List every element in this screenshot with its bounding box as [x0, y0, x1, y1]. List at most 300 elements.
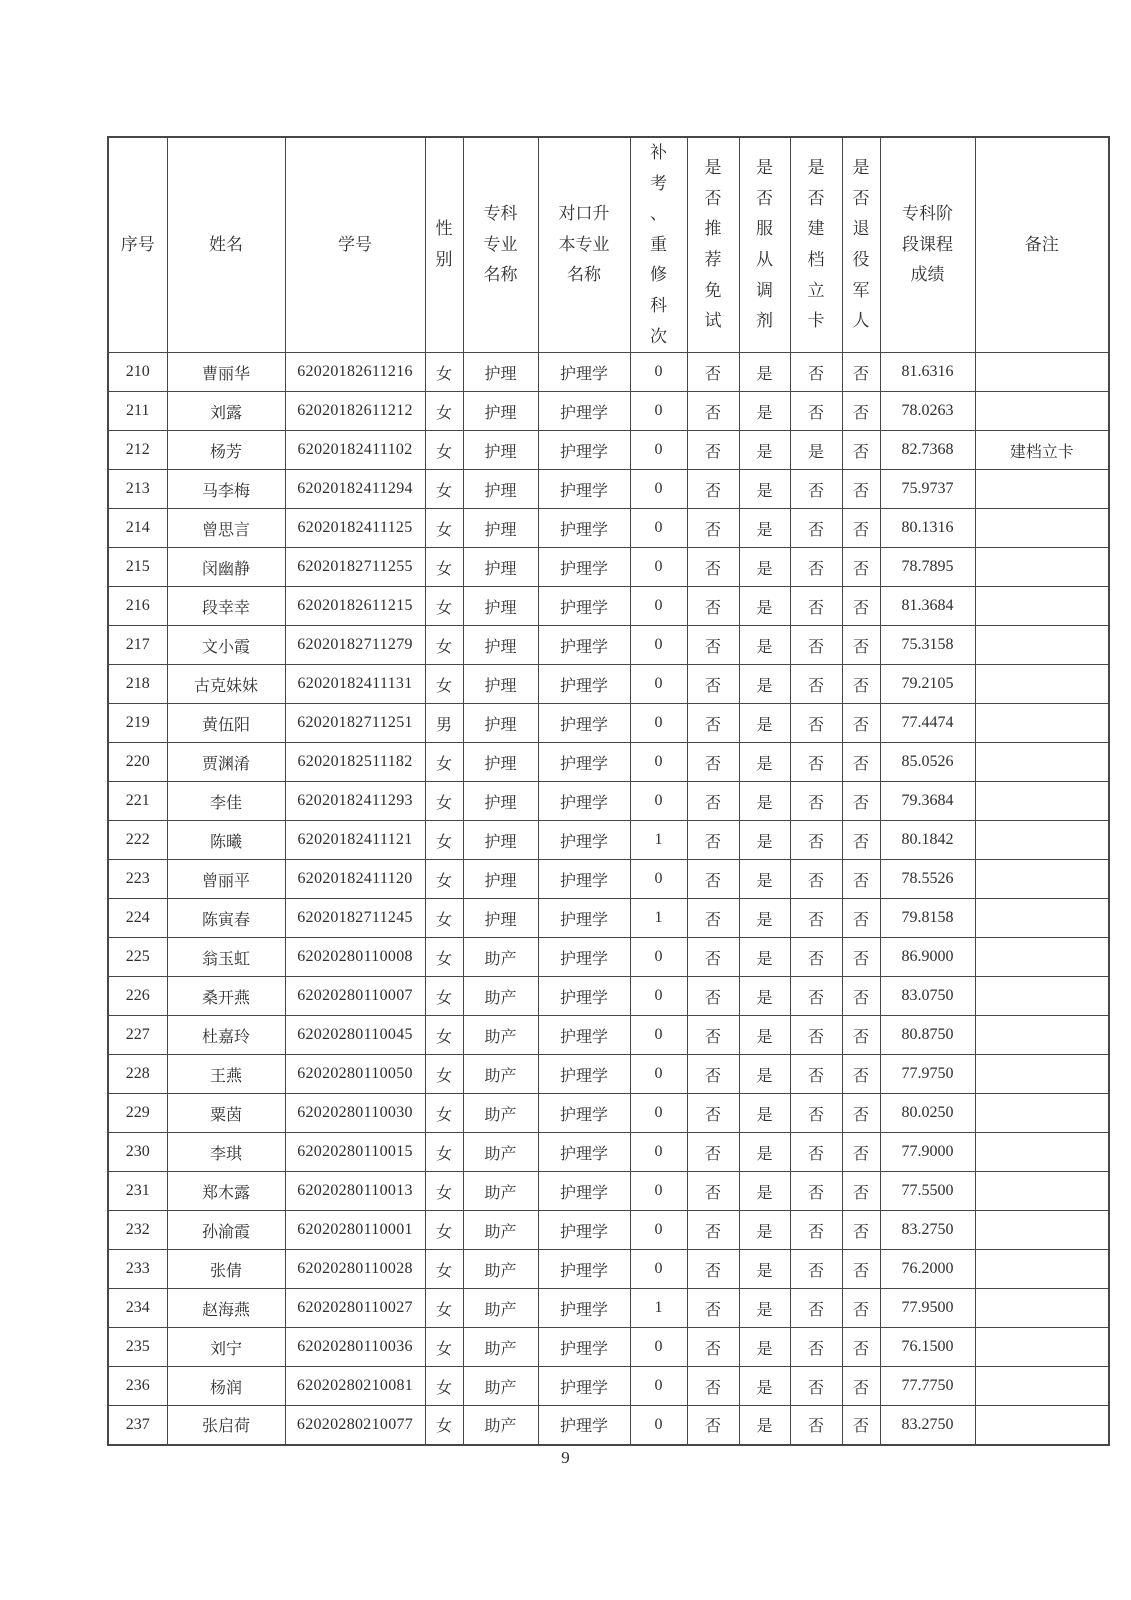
cell-obey_adjustment: 是: [739, 1406, 790, 1445]
cell-student_id: 62020182411102: [285, 431, 425, 470]
cell-gender: 女: [425, 899, 463, 938]
cell-zhuanke_major: 助产: [463, 1328, 538, 1367]
cell-seq: 225: [108, 938, 167, 977]
cell-seq: 213: [108, 470, 167, 509]
cell-student_id: 62020182711245: [285, 899, 425, 938]
col-header-benke-major-label: 对口升本专业名称: [558, 204, 610, 285]
cell-obey_adjustment: 是: [739, 1289, 790, 1328]
cell-score: 81.6316: [880, 353, 975, 392]
cell-benke_major: 护理学: [538, 626, 630, 665]
cell-recommend_exempt: 否: [687, 1406, 739, 1445]
cell-zhuanke_major: 助产: [463, 1055, 538, 1094]
cell-poverty_registered: 否: [790, 665, 842, 704]
cell-makeup_count: 0: [630, 431, 687, 470]
cell-remark: [975, 548, 1109, 587]
table-row: [108, 548, 1109, 587]
cell-remark: [975, 1094, 1109, 1133]
page-number: 9: [561, 1448, 570, 1467]
table-row: [108, 1289, 1109, 1328]
cell-poverty_registered: 否: [790, 743, 842, 782]
cell-zhuanke_major: 护理: [463, 353, 538, 392]
cell-name: 郑木露: [167, 1172, 285, 1211]
cell-zhuanke_major: 护理: [463, 665, 538, 704]
cell-score: 76.1500: [880, 1328, 975, 1367]
cell-makeup_count: 0: [630, 938, 687, 977]
cell-poverty_registered: 否: [790, 1055, 842, 1094]
cell-remark: [975, 1133, 1109, 1172]
cell-score: 83.0750: [880, 977, 975, 1016]
cell-seq: 232: [108, 1211, 167, 1250]
cell-gender: 女: [425, 665, 463, 704]
cell-gender: 女: [425, 743, 463, 782]
cell-name: 马李梅: [167, 470, 285, 509]
table-row: [108, 626, 1109, 665]
col-header-gender: [425, 137, 463, 353]
cell-makeup_count: 0: [630, 1133, 687, 1172]
header-row: [108, 137, 1109, 353]
cell-name: 曹丽华: [167, 353, 285, 392]
cell-gender: 女: [425, 1172, 463, 1211]
cell-poverty_registered: 否: [790, 626, 842, 665]
cell-student_id: 62020280210081: [285, 1367, 425, 1406]
cell-obey_adjustment: 是: [739, 353, 790, 392]
cell-student_id: 62020280110030: [285, 1094, 425, 1133]
cell-gender: 女: [425, 1289, 463, 1328]
cell-student_id: 62020280110045: [285, 1016, 425, 1055]
cell-student_id: 62020280110015: [285, 1133, 425, 1172]
cell-seq: 236: [108, 1367, 167, 1406]
table-row: [108, 704, 1109, 743]
cell-benke_major: 护理学: [538, 353, 630, 392]
cell-veteran: 否: [842, 1250, 880, 1289]
table-row: [108, 665, 1109, 704]
cell-zhuanke_major: 护理: [463, 782, 538, 821]
cell-gender: 女: [425, 392, 463, 431]
cell-makeup_count: 0: [630, 626, 687, 665]
cell-recommend_exempt: 否: [687, 1367, 739, 1406]
table-row: [108, 860, 1109, 899]
cell-remark: [975, 392, 1109, 431]
cell-veteran: 否: [842, 1406, 880, 1445]
cell-name: 张倩: [167, 1250, 285, 1289]
cell-recommend_exempt: 否: [687, 743, 739, 782]
cell-recommend_exempt: 否: [687, 1016, 739, 1055]
cell-seq: 211: [108, 392, 167, 431]
cell-zhuanke_major: 助产: [463, 1211, 538, 1250]
cell-recommend_exempt: 否: [687, 977, 739, 1016]
cell-makeup_count: 0: [630, 1406, 687, 1445]
cell-benke_major: 护理学: [538, 392, 630, 431]
cell-gender: 女: [425, 431, 463, 470]
cell-gender: 女: [425, 860, 463, 899]
cell-benke_major: 护理学: [538, 1094, 630, 1133]
cell-makeup_count: 0: [630, 1367, 687, 1406]
cell-makeup_count: 1: [630, 899, 687, 938]
cell-benke_major: 护理学: [538, 821, 630, 860]
cell-name: 陈寅春: [167, 899, 285, 938]
cell-score: 77.9750: [880, 1055, 975, 1094]
cell-score: 79.3684: [880, 782, 975, 821]
cell-zhuanke_major: 助产: [463, 977, 538, 1016]
cell-makeup_count: 0: [630, 977, 687, 1016]
cell-seq: 224: [108, 899, 167, 938]
col-header-seq: [108, 137, 167, 353]
cell-remark: [975, 1211, 1109, 1250]
cell-remark: [975, 509, 1109, 548]
cell-veteran: 否: [842, 548, 880, 587]
cell-gender: 女: [425, 1133, 463, 1172]
cell-remark: [975, 704, 1109, 743]
cell-score: 78.5526: [880, 860, 975, 899]
cell-obey_adjustment: 是: [739, 509, 790, 548]
cell-gender: 女: [425, 1328, 463, 1367]
cell-veteran: 否: [842, 704, 880, 743]
table-row: [108, 353, 1109, 392]
cell-remark: [975, 977, 1109, 1016]
cell-name: 粟茵: [167, 1094, 285, 1133]
cell-obey_adjustment: 是: [739, 743, 790, 782]
table-row: [108, 743, 1109, 782]
cell-score: 80.0250: [880, 1094, 975, 1133]
cell-seq: 223: [108, 860, 167, 899]
cell-zhuanke_major: 护理: [463, 392, 538, 431]
cell-score: 77.5500: [880, 1172, 975, 1211]
cell-poverty_registered: 否: [790, 899, 842, 938]
cell-recommend_exempt: 否: [687, 704, 739, 743]
table-row: [108, 1055, 1109, 1094]
cell-zhuanke_major: 护理: [463, 470, 538, 509]
cell-name: 孙渝霞: [167, 1211, 285, 1250]
cell-obey_adjustment: 是: [739, 470, 790, 509]
cell-student_id: 62020182411121: [285, 821, 425, 860]
table-row: [108, 1172, 1109, 1211]
cell-name: 闵幽静: [167, 548, 285, 587]
cell-student_id: 62020182711251: [285, 704, 425, 743]
col-header-recommend-exempt-label: 是否推荐免试: [704, 158, 722, 331]
cell-score: 77.9000: [880, 1133, 975, 1172]
cell-student_id: 62020280110013: [285, 1172, 425, 1211]
cell-veteran: 否: [842, 821, 880, 860]
cell-seq: 219: [108, 704, 167, 743]
cell-makeup_count: 0: [630, 1250, 687, 1289]
col-header-remark: [975, 137, 1109, 353]
cell-score: 80.8750: [880, 1016, 975, 1055]
col-header-name: [167, 137, 285, 353]
cell-zhuanke_major: 助产: [463, 1016, 538, 1055]
cell-remark: [975, 899, 1109, 938]
cell-remark: [975, 665, 1109, 704]
col-header-makeup-count: [630, 137, 687, 353]
table-row: [108, 1367, 1109, 1406]
cell-veteran: 否: [842, 977, 880, 1016]
cell-veteran: 否: [842, 587, 880, 626]
table-row: [108, 1406, 1109, 1445]
cell-seq: 220: [108, 743, 167, 782]
cell-zhuanke_major: 助产: [463, 1406, 538, 1445]
cell-gender: 女: [425, 1094, 463, 1133]
cell-veteran: 否: [842, 626, 880, 665]
cell-name: 赵海燕: [167, 1289, 285, 1328]
cell-score: 85.0526: [880, 743, 975, 782]
cell-veteran: 否: [842, 431, 880, 470]
cell-student_id: 62020182411125: [285, 509, 425, 548]
cell-score: 78.0263: [880, 392, 975, 431]
cell-veteran: 否: [842, 938, 880, 977]
table-row: [108, 1094, 1109, 1133]
cell-benke_major: 护理学: [538, 431, 630, 470]
cell-veteran: 否: [842, 1211, 880, 1250]
cell-score: 83.2750: [880, 1406, 975, 1445]
table-row: [108, 899, 1109, 938]
cell-name: 杨芳: [167, 431, 285, 470]
cell-veteran: 否: [842, 353, 880, 392]
cell-seq: 210: [108, 353, 167, 392]
cell-benke_major: 护理学: [538, 899, 630, 938]
col-header-obey-adjustment: [739, 137, 790, 353]
cell-gender: 女: [425, 548, 463, 587]
cell-poverty_registered: 否: [790, 1328, 842, 1367]
cell-gender: 女: [425, 938, 463, 977]
cell-student_id: 62020182611216: [285, 353, 425, 392]
cell-score: 79.8158: [880, 899, 975, 938]
col-header-makeup-count-label: 补考、重修科次: [650, 143, 667, 346]
cell-score: 75.9737: [880, 470, 975, 509]
cell-poverty_registered: 否: [790, 1094, 842, 1133]
cell-poverty_registered: 否: [790, 821, 842, 860]
cell-score: 80.1316: [880, 509, 975, 548]
cell-recommend_exempt: 否: [687, 1328, 739, 1367]
cell-remark: [975, 353, 1109, 392]
cell-name: 李佳: [167, 782, 285, 821]
cell-name: 曾思言: [167, 509, 285, 548]
cell-remark: [975, 743, 1109, 782]
col-header-name-label: 姓名: [209, 234, 243, 254]
cell-poverty_registered: 否: [790, 782, 842, 821]
cell-gender: 女: [425, 1055, 463, 1094]
cell-gender: 女: [425, 470, 463, 509]
cell-obey_adjustment: 是: [739, 1211, 790, 1250]
cell-obey_adjustment: 是: [739, 626, 790, 665]
cell-benke_major: 护理学: [538, 587, 630, 626]
cell-makeup_count: 0: [630, 587, 687, 626]
cell-name: 王燕: [167, 1055, 285, 1094]
cell-remark: [975, 1250, 1109, 1289]
cell-recommend_exempt: 否: [687, 1289, 739, 1328]
cell-gender: 女: [425, 1406, 463, 1445]
cell-makeup_count: 0: [630, 1328, 687, 1367]
cell-poverty_registered: 否: [790, 704, 842, 743]
cell-veteran: 否: [842, 1172, 880, 1211]
cell-remark: [975, 587, 1109, 626]
cell-poverty_registered: 否: [790, 392, 842, 431]
cell-gender: 女: [425, 509, 463, 548]
cell-zhuanke_major: 护理: [463, 587, 538, 626]
cell-zhuanke_major: 护理: [463, 431, 538, 470]
cell-poverty_registered: 否: [790, 977, 842, 1016]
cell-recommend_exempt: 否: [687, 782, 739, 821]
cell-poverty_registered: 否: [790, 938, 842, 977]
cell-makeup_count: 0: [630, 470, 687, 509]
cell-seq: 218: [108, 665, 167, 704]
cell-recommend_exempt: 否: [687, 1211, 739, 1250]
cell-obey_adjustment: 是: [739, 431, 790, 470]
cell-seq: 226: [108, 977, 167, 1016]
cell-obey_adjustment: 是: [739, 704, 790, 743]
cell-score: 77.7750: [880, 1367, 975, 1406]
cell-benke_major: 护理学: [538, 1406, 630, 1445]
cell-poverty_registered: 是: [790, 431, 842, 470]
cell-student_id: 62020182711255: [285, 548, 425, 587]
cell-obey_adjustment: 是: [739, 548, 790, 587]
cell-score: 86.9000: [880, 938, 975, 977]
cell-recommend_exempt: 否: [687, 509, 739, 548]
cell-benke_major: 护理学: [538, 470, 630, 509]
cell-makeup_count: 0: [630, 1094, 687, 1133]
cell-benke_major: 护理学: [538, 1016, 630, 1055]
cell-zhuanke_major: 护理: [463, 626, 538, 665]
cell-student_id: 62020280110008: [285, 938, 425, 977]
cell-veteran: 否: [842, 392, 880, 431]
cell-recommend_exempt: 否: [687, 353, 739, 392]
cell-recommend_exempt: 否: [687, 1055, 739, 1094]
cell-gender: 女: [425, 782, 463, 821]
cell-obey_adjustment: 是: [739, 1094, 790, 1133]
cell-name: 李琪: [167, 1133, 285, 1172]
cell-veteran: 否: [842, 860, 880, 899]
cell-name: 刘露: [167, 392, 285, 431]
cell-remark: [975, 782, 1109, 821]
cell-benke_major: 护理学: [538, 1172, 630, 1211]
cell-name: 贾渊淆: [167, 743, 285, 782]
cell-gender: 女: [425, 1211, 463, 1250]
cell-makeup_count: 0: [630, 509, 687, 548]
cell-veteran: 否: [842, 470, 880, 509]
cell-obey_adjustment: 是: [739, 1328, 790, 1367]
cell-seq: 233: [108, 1250, 167, 1289]
cell-makeup_count: 1: [630, 821, 687, 860]
cell-score: 77.4474: [880, 704, 975, 743]
cell-poverty_registered: 否: [790, 548, 842, 587]
cell-poverty_registered: 否: [790, 1250, 842, 1289]
table-row: [108, 1250, 1109, 1289]
cell-recommend_exempt: 否: [687, 1094, 739, 1133]
cell-score: 79.2105: [880, 665, 975, 704]
table-row: [108, 821, 1109, 860]
cell-obey_adjustment: 是: [739, 1367, 790, 1406]
cell-obey_adjustment: 是: [739, 821, 790, 860]
cell-obey_adjustment: 是: [739, 782, 790, 821]
col-header-remark-label: 备注: [1024, 234, 1059, 254]
cell-recommend_exempt: 否: [687, 587, 739, 626]
cell-veteran: 否: [842, 1133, 880, 1172]
cell-veteran: 否: [842, 1289, 880, 1328]
cell-score: 82.7368: [880, 431, 975, 470]
cell-makeup_count: 0: [630, 353, 687, 392]
cell-name: 文小霞: [167, 626, 285, 665]
cell-poverty_registered: 否: [790, 1211, 842, 1250]
cell-remark: [975, 860, 1109, 899]
cell-seq: 229: [108, 1094, 167, 1133]
cell-gender: 女: [425, 1016, 463, 1055]
cell-name: 杨润: [167, 1367, 285, 1406]
cell-veteran: 否: [842, 1055, 880, 1094]
cell-benke_major: 护理学: [538, 704, 630, 743]
cell-poverty_registered: 否: [790, 1406, 842, 1445]
cell-recommend_exempt: 否: [687, 392, 739, 431]
cell-recommend_exempt: 否: [687, 1133, 739, 1172]
cell-seq: 228: [108, 1055, 167, 1094]
cell-poverty_registered: 否: [790, 1133, 842, 1172]
cell-student_id: 62020280210077: [285, 1406, 425, 1445]
cell-poverty_registered: 否: [790, 1016, 842, 1055]
cell-zhuanke_major: 护理: [463, 548, 538, 587]
cell-score: 75.3158: [880, 626, 975, 665]
cell-poverty_registered: 否: [790, 860, 842, 899]
cell-makeup_count: 0: [630, 548, 687, 587]
cell-remark: [975, 938, 1109, 977]
table-row: [108, 392, 1109, 431]
cell-score: 76.2000: [880, 1250, 975, 1289]
cell-poverty_registered: 否: [790, 587, 842, 626]
cell-poverty_registered: 否: [790, 1367, 842, 1406]
cell-score: 80.1842: [880, 821, 975, 860]
cell-seq: 237: [108, 1406, 167, 1445]
cell-zhuanke_major: 助产: [463, 1133, 538, 1172]
cell-remark: [975, 1289, 1109, 1328]
col-header-benke-major: [538, 137, 630, 353]
col-header-veteran-label: 是否退役军人: [852, 158, 870, 331]
cell-benke_major: 护理学: [538, 1328, 630, 1367]
cell-gender: 女: [425, 977, 463, 1016]
col-header-score-label: 专科阶段课程成绩: [902, 204, 953, 285]
cell-recommend_exempt: 否: [687, 821, 739, 860]
cell-obey_adjustment: 是: [739, 665, 790, 704]
cell-student_id: 62020182411131: [285, 665, 425, 704]
cell-obey_adjustment: 是: [739, 392, 790, 431]
cell-zhuanke_major: 助产: [463, 938, 538, 977]
cell-obey_adjustment: 是: [739, 938, 790, 977]
table-row: [108, 1016, 1109, 1055]
table-row: [108, 1328, 1109, 1367]
cell-obey_adjustment: 是: [739, 1016, 790, 1055]
cell-zhuanke_major: 护理: [463, 743, 538, 782]
cell-benke_major: 护理学: [538, 548, 630, 587]
table-row: [108, 1211, 1109, 1250]
cell-remark: 建档立卡: [975, 431, 1109, 470]
cell-seq: 215: [108, 548, 167, 587]
cell-poverty_registered: 否: [790, 470, 842, 509]
table-body: [108, 353, 1109, 1445]
cell-seq: 227: [108, 1016, 167, 1055]
cell-student_id: 62020280110028: [285, 1250, 425, 1289]
cell-veteran: 否: [842, 782, 880, 821]
cell-remark: [975, 821, 1109, 860]
cell-gender: 女: [425, 626, 463, 665]
cell-benke_major: 护理学: [538, 1055, 630, 1094]
table-row: [108, 587, 1109, 626]
cell-recommend_exempt: 否: [687, 1250, 739, 1289]
col-header-student-id: [285, 137, 425, 353]
cell-student_id: 62020182611215: [285, 587, 425, 626]
cell-benke_major: 护理学: [538, 1367, 630, 1406]
cell-makeup_count: 0: [630, 1172, 687, 1211]
cell-score: 78.7895: [880, 548, 975, 587]
cell-benke_major: 护理学: [538, 860, 630, 899]
table-header: [108, 137, 1109, 353]
cell-remark: [975, 1406, 1109, 1445]
cell-benke_major: 护理学: [538, 509, 630, 548]
cell-veteran: 否: [842, 743, 880, 782]
